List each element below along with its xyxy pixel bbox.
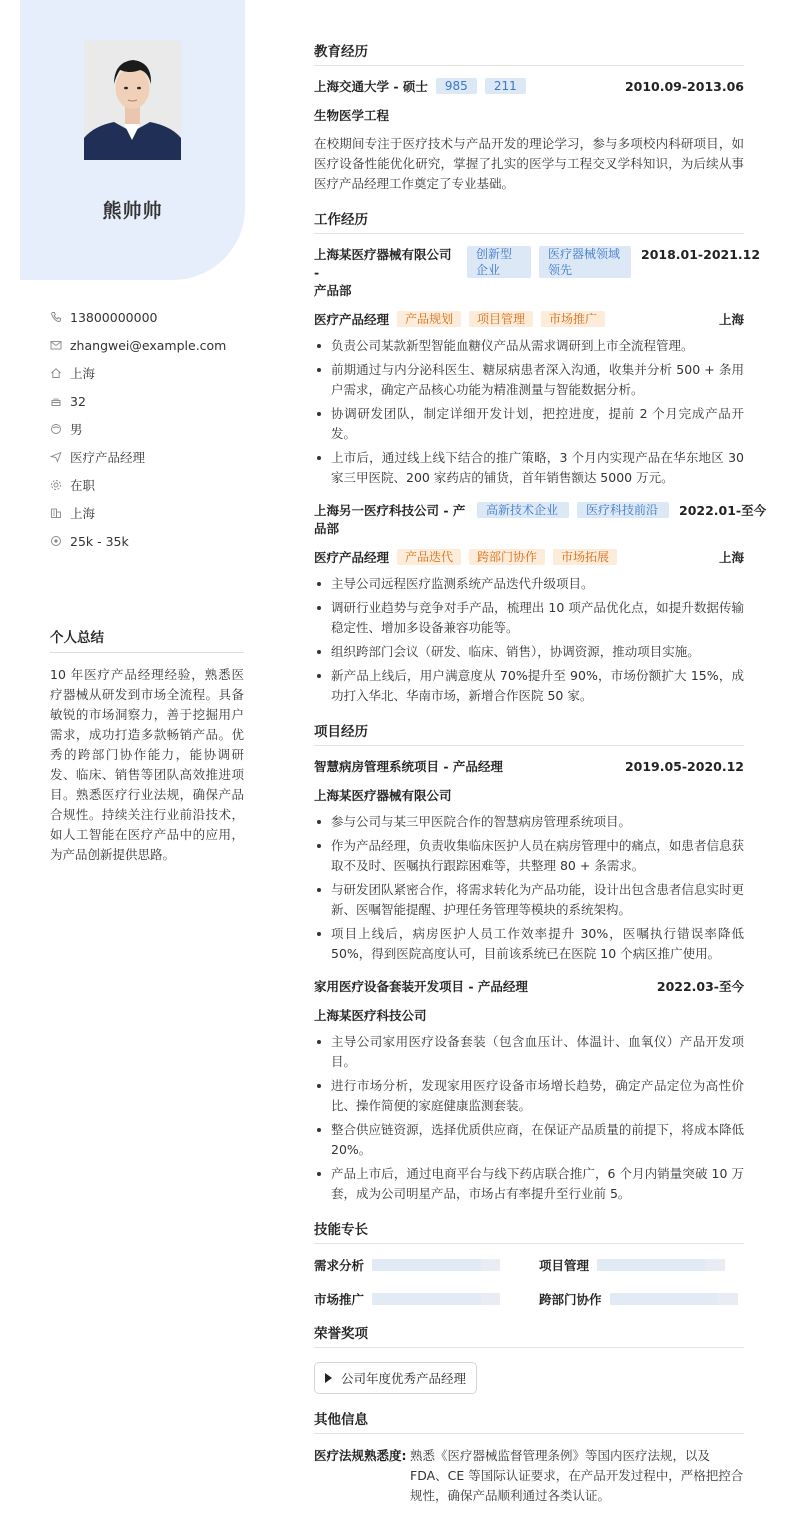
bullet-item: 整合供应链资源，选择优质供应商，在保证产品质量的前提下，将成本降低 20%。 (314, 1120, 744, 1160)
skill-bar (597, 1259, 725, 1271)
info-location (50, 359, 250, 387)
home-icon (50, 367, 62, 379)
skill-tag: 产品迭代 (397, 549, 461, 565)
skill-item (314, 1290, 519, 1308)
project-company: 上海某医疗器械有限公司 (314, 788, 452, 803)
skill-name: 市场推广 (314, 1292, 365, 1307)
main-content (314, 40, 767, 1520)
info-email (50, 331, 250, 359)
skill-tag: 市场拓展 (553, 549, 617, 565)
job-city: 上海 (718, 312, 744, 327)
other-info-value: 熟悉《医疗器械监督管理条例》等国内医疗法规，以及 FDA、CE 等国际认证要求，在产品开发过程中，严格把控合规性，确保产品顺利通过各类认证。 (410, 1448, 744, 1503)
school-name: 上海交通大学 - 硕士 (314, 79, 428, 94)
school-tag: 211 (485, 78, 526, 94)
summary-text: 10 年医疗产品经理经验，熟悉医疗器械从研发到市场全流程。具备敏锐的市场洞察力，善于挖掘用户需求，成功打造多款畅销产品。优秀的跨部门协作能力，能协调研发、临床、销售等团队高效推进项目。熟悉医疗行业法规，确保产品合规性。持续关注行业前沿技术，如人工智能在医疗产品中的应用，为产品创新提供思路。 (50, 667, 244, 862)
skill-bar (610, 1293, 738, 1305)
award-toggle-button[interactable] (314, 1362, 477, 1394)
skill-tag: 产品规划 (397, 311, 461, 327)
company-tag: 创新型企业 (467, 246, 531, 278)
bullet-item: 新产品上线后，用户满意度从 70%提升至 90%，市场份额扩大 15%，成功打入华北、华南市场，新增合作医院 50 家。 (314, 666, 744, 706)
job-bullets (314, 574, 744, 706)
phone-icon (50, 311, 62, 323)
company-name-line: 上海另一医疗科技公司 - 产 (314, 503, 466, 518)
bullet-item: 协调研发团队，制定详细开发计划，把控进度，提前 2 个月完成产品开发。 (314, 404, 744, 444)
bullet-item: 负责公司某款新型智能血糖仪产品从需求调研到上市全流程管理。 (314, 336, 744, 356)
section-title: 技能专长 (314, 1218, 744, 1244)
project-date: 2022.03-至今 (656, 979, 744, 994)
section-title: 工作经历 (314, 208, 744, 234)
other-info-label: 医疗法规熟悉度: (314, 1448, 407, 1463)
email-icon (50, 339, 62, 351)
info-text: 25k - 35k (70, 533, 129, 549)
education-section (314, 40, 744, 194)
work-entry (314, 502, 767, 706)
job-city: 上海 (718, 550, 744, 565)
company-name-line: 上海某医疗器械有限公司 - (314, 247, 452, 280)
bullet-item: 作为产品经理，负责收集临床医护人员在病房管理中的痛点，如患者信息获取不及时、医嘱执行跟踪困难等，共整理 80 + 条需求。 (314, 836, 744, 876)
school-tag: 985 (436, 78, 477, 94)
project-bullets (314, 812, 744, 964)
skill-name: 跨部门协作 (539, 1292, 602, 1307)
summary-heading: 个人总结 (50, 626, 244, 653)
honors-section (314, 1322, 744, 1394)
work-section (314, 208, 767, 706)
bullet-item: 产品上市后，通过电商平台与线下药店联合推广，6 个月内销量突破 10 万套，成为公司明星产品，市场占有率提升至行业前 5。 (314, 1164, 744, 1204)
project-title: 家用医疗设备套装开发项目 - 产品经理 (314, 979, 528, 994)
profile-card (20, 0, 245, 280)
info-text: 在职 (70, 478, 96, 493)
info-position (50, 443, 250, 471)
company-name (314, 246, 459, 300)
info-text: zhangwei@example.com (70, 337, 227, 353)
position-icon (50, 451, 62, 463)
company-tag: 医疗科技前沿 (577, 502, 669, 518)
skills-section (314, 1218, 744, 1308)
section-title: 其他信息 (314, 1408, 744, 1434)
skill-item (539, 1290, 744, 1308)
company-tag: 医疗器械领域领先 (539, 246, 631, 278)
job-role: 医疗产品经理 (314, 550, 390, 565)
info-text: 上海 (70, 506, 96, 521)
project-entry (314, 758, 744, 964)
project-company: 上海某医疗科技公司 (314, 1008, 427, 1023)
info-gender (50, 415, 250, 443)
skill-name: 项目管理 (539, 1258, 590, 1273)
skill-name: 需求分析 (314, 1258, 365, 1273)
job-role: 医疗产品经理 (314, 312, 390, 327)
skill-tag: 项目管理 (469, 311, 533, 327)
bullet-item: 前期通过与内分泌科医生、糖尿病患者深入沟通，收集并分析 500 + 条用户需求，确定产品核心功能为精准测量与智能数据分析。 (314, 360, 744, 400)
skills-grid (314, 1256, 744, 1308)
major: 生物医学工程 (314, 108, 390, 123)
info-text: 上海 (70, 366, 96, 381)
city-icon (50, 507, 62, 519)
project-bullets (314, 1032, 744, 1204)
bullet-item: 主导公司家用医疗设备套装（包含血压计、体温计、血氧仪）产品开发项目。 (314, 1032, 744, 1072)
info-text: 男 (70, 422, 83, 437)
sidebar (0, 0, 280, 1490)
job-date: 2018.01-2021.12 (641, 247, 761, 262)
bullet-item: 组织跨部门会议（研发、临床、销售），协调资源，推动项目实施。 (314, 642, 744, 662)
info-city (50, 499, 250, 527)
section-title: 荣誉奖项 (314, 1322, 744, 1348)
section-title: 教育经历 (314, 40, 744, 66)
info-text: 医疗产品经理 (70, 450, 146, 465)
company-name (314, 502, 469, 538)
bullet-item: 调研行业趋势与竞争对手产品，梳理出 10 项产品优化点，如提升数据传输稳定性、增加多设备兼容功能等。 (314, 598, 744, 638)
skill-tag: 市场推广 (541, 311, 605, 327)
status-icon (50, 479, 62, 491)
skill-bar (372, 1293, 500, 1305)
work-entry (314, 246, 761, 488)
age-icon (50, 395, 62, 407)
skill-bar-fill (372, 1293, 481, 1305)
skill-item (539, 1256, 744, 1274)
info-text: 32 (70, 393, 86, 409)
company-name-line: 品部 (314, 521, 340, 536)
bullet-item: 项目上线后，病房医护人员工作效率提升 30%，医嘱执行错误率降低 50%，得到医院高度认可，目前该系统已在医院 10 个病区推广使用。 (314, 924, 744, 964)
section-title: 项目经历 (314, 720, 744, 746)
bullet-item: 上市后，通过线上线下结合的推广策略，3 个月内实现产品在华东地区 30 家三甲医院、200 家药店的铺货，首年销售额达 5000 万元。 (314, 448, 744, 488)
education-description: 在校期间专注于医疗技术与产品开发的理论学习，参与多项校内科研项目，如医疗设备性能优化研究，掌握了扎实的医学与工程交叉学科知识，为后续从事医疗产品经理工作奠定了专业基础。 (314, 136, 744, 191)
info-age (50, 387, 250, 415)
projects-section (314, 720, 744, 1204)
candidate-name: 熊帅帅 (102, 200, 163, 222)
other-info-row (314, 1446, 744, 1506)
project-date: 2019.05-2020.12 (624, 759, 744, 774)
skill-bar-fill (372, 1259, 481, 1271)
info-phone (50, 303, 250, 331)
other-info-section (314, 1408, 744, 1506)
skill-bar-fill (597, 1259, 706, 1271)
skill-bar-fill (610, 1293, 719, 1305)
bullet-item: 进行市场分析，发现家用医疗设备市场增长趋势，确定产品定位为高性价比、操作简便的家庭健康监测套装。 (314, 1076, 744, 1116)
personal-summary (50, 626, 244, 865)
skill-item (314, 1256, 519, 1274)
bullet-item: 参与公司与某三甲医院合作的智慧病房管理系统项目。 (314, 812, 744, 832)
bullet-item: 主导公司远程医疗监测系统产品迭代升级项目。 (314, 574, 744, 594)
job-bullets (314, 336, 744, 488)
info-salary (50, 527, 250, 555)
skill-tag: 跨部门协作 (469, 549, 545, 565)
contact-info-list (50, 303, 250, 555)
info-status (50, 471, 250, 499)
skill-bar (372, 1259, 500, 1271)
salary-icon (50, 535, 62, 547)
project-title: 智慧病房管理系统项目 - 产品经理 (314, 759, 503, 774)
gender-icon (50, 423, 62, 435)
company-name-line: 产品部 (314, 283, 352, 298)
avatar (84, 40, 181, 160)
award-name: 公司年度优秀产品经理 (341, 1371, 467, 1386)
job-date: 2022.01-至今 (679, 503, 767, 518)
education-entry (314, 78, 744, 194)
project-entry (314, 978, 744, 1204)
company-tag: 高新技术企业 (477, 502, 569, 518)
education-date: 2010.09-2013.06 (624, 79, 744, 94)
expand-triangle-icon (325, 1373, 332, 1383)
info-text: 13800000000 (70, 309, 158, 325)
bullet-item: 与研发团队紧密合作，将需求转化为产品功能，设计出包含患者信息实时更新、医嘱智能提醒、护理任务管理等模块的系统架构。 (314, 880, 744, 920)
